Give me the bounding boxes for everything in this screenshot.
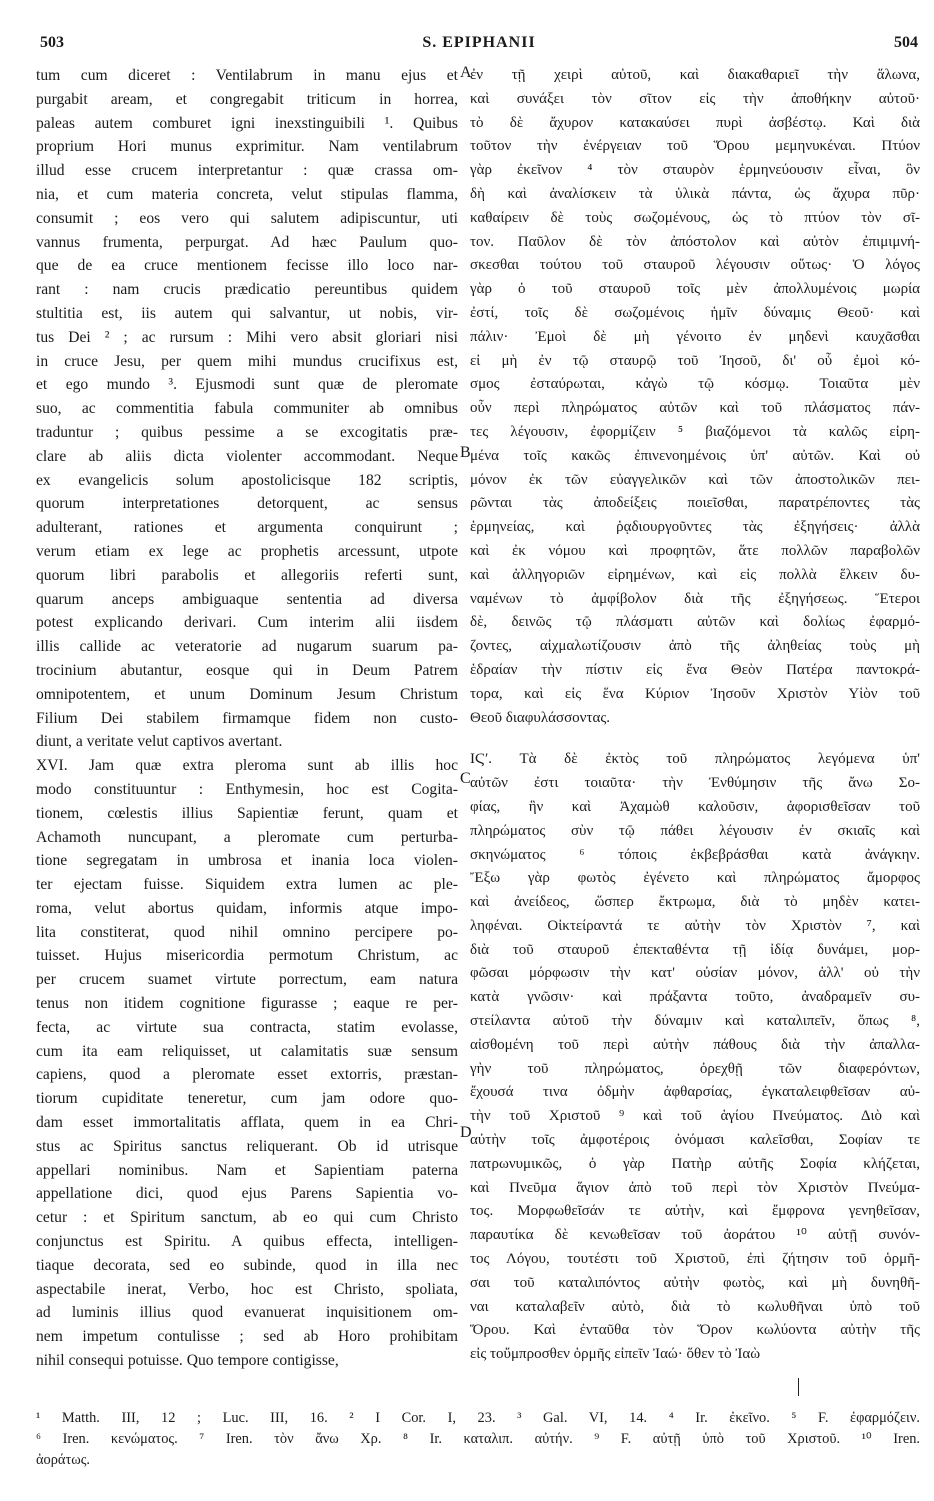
text-line: σαι τοῦ καταλιπόντος αὐτὴν φωτὸς, καὶ μὴ δυνηθῆ-: [470, 1274, 920, 1291]
text-line: διὰ τοῦ σταυροῦ ἐπεκταθέντα τῇ ἰδίᾳ δυνάμει, μορ-: [470, 941, 920, 958]
text-line: quorum interpretationes detorquent, ac sensus: [36, 495, 458, 513]
text-line: καὶ ἀνείδεος, ὥσπερ ἔκτρωμα, διὰ τὸ μηδὲν κατει-: [470, 894, 920, 911]
text-line: καὶ ἀλληγοριῶν εἰρημένων, καὶ εἰς πολλὰ ἕλκειν δυ-: [470, 566, 920, 583]
text-line: ναι καταλαβεῖν αὐτὸ, διὰ τὸ κωλυθῆναι ὑπὸ τοῦ: [470, 1298, 920, 1315]
text-line: ληφέναι. Οἰκτείραντά τε αὐτὴν τὸν Χριστὸν ⁷, καὶ: [470, 917, 920, 934]
text-line: ἐστί, τοῖς δὲ σωζομένοις ἡμῖν δύναμις Θεοῦ· καὶ: [470, 304, 920, 321]
text-line: trocinium abutantur, eosque qui in Deum Patrem: [36, 661, 458, 679]
text-line: illis callide ac veteratorie ad nugarum suarum pa-: [36, 638, 458, 656]
text-line: appellari nominibus. Nam et Sapientiam paterna: [36, 1161, 458, 1179]
text-line: appellatione dici, quod ejus Parens Sapientia vo-: [36, 1185, 458, 1203]
text-line: fecta, ac virtute sua contracta, statim evolasse,: [36, 1018, 458, 1036]
text-line: ἑρμηνείας, καὶ ῥᾳδιουργοῦντες τὰς ἐξηγήσεις· ἀλλὰ: [470, 519, 920, 536]
text-line: τοῦτον τὴν ἐνέργειαν τοῦ Ὅρου μεμηνυκέναι. Πτύον: [470, 138, 920, 155]
text-line: εἰ μὴ ἐν τῷ σταυρῷ τοῦ Ἰησοῦ, δι' οὗ ἐμοὶ κό-: [470, 352, 920, 369]
text-line: τες λέγουσιν, ἐφορμίζειν ⁵ βιαζόμενοι τὰ καλῶς εἰρη-: [470, 423, 920, 440]
text-line: εἰς τοὔμπροσθεν ὁρμῆς εἰπεῖν Ἰαώ· ὅθεν τὸ Ἰαὼ: [470, 1346, 761, 1363]
text-line: Ὅρου. Καὶ ἐνταῦθα τὸν Ὅρον κωλύοντα αὐτὴν τῆς: [470, 1322, 920, 1339]
text-line: τος Λόγου, τουτέστι τοῦ Χριστοῦ, ἐπὶ ζήτησιν τοῦ ὁρμῆ-: [470, 1251, 920, 1268]
text-line: οὖν περὶ πληρώματος αὐτῶν καὶ τοῦ πλάσματος πάν-: [470, 400, 920, 417]
text-line: τον. Παῦλον δὲ τὸν ἀπόστολον καὶ αὐτὸν ἐπιμιμνή-: [470, 233, 920, 250]
page-header: [40, 34, 918, 56]
text-line: aspectabile inerat, Verbo, hoc est Christo, spoliata,: [36, 1280, 458, 1298]
text-line: σμος ἐσταύρωται, κἀγὼ τῷ κόσμῳ. Τοιαῦτα μὲν: [470, 376, 920, 393]
text-line: κατὰ γνῶσιν· καὶ πράξαντα τοῦτο, ἀναδραμεῖν συ-: [470, 989, 920, 1006]
text-line: αὐτὴν τοῖς ἀμφοτέροις ὀνόμασι καλεῖσθαι, Σοφίαν τε: [470, 1132, 920, 1149]
text-line: clare ab aliis dicta violenter accommodant. Neque: [36, 447, 458, 465]
greek-section-16: [470, 748, 920, 1367]
text-line: μένα τοῖς κακῶς ἐπινενοημένοις ὑπ' αὐτῶν. Καὶ οὐ: [470, 447, 920, 464]
text-line: σκηνώματος ⁶ τόποις ἐκβεβράσθαι κατὰ ἀνάγκην.: [470, 846, 920, 863]
margin-marker-c: C: [460, 770, 471, 787]
text-line: ΙϚʹ. Τὰ δὲ ἐκτὸς τοῦ πληρώματος λεγόμενα ὑπ': [470, 751, 920, 768]
text-line: αὐτῶν ἐστι τοιαῦτα· τὴν Ἐνθύμησιν τῆς ἄνω Σο-: [470, 775, 920, 792]
text-line: καθαίρειν δὲ τοὺς σωζομένους, ὡς τὸ πτύον τὸν σῖ-: [470, 209, 920, 226]
text-line: verum etiam ex lege ac prophetis arcessunt, utpote: [36, 542, 458, 560]
text-line: ex evangelicis solum apostolicisque 182 scriptis,: [36, 471, 458, 489]
text-line: tenus non itidem cognitione figurasse ; eaque re per-: [36, 995, 458, 1013]
margin-marker-d: D: [460, 1124, 472, 1141]
text-line: Filium Dei stabilem firmamque fidem non custo-: [36, 709, 458, 727]
text-line: consumit ; eos vero qui salutem adipiscuntur, uti: [36, 209, 458, 227]
text-line: δὲ, δεινῶς τῷ πλάσματι αὐτῶν καὶ δολίως ἐφαρμό-: [470, 614, 920, 631]
text-line: ἔχουσά τινα ὀδμὴν ἀφθαρσίας, ἐγκαταλειφθεῖσαν αὐ-: [470, 1084, 920, 1101]
text-line: traduntur ; quibus pessime a se excogitatis præ-: [36, 423, 458, 441]
text-line: ναμένων τὸ ἀμφίβολον διὰ τῆς ἐξηγήσεως. Ἕτεροι: [470, 590, 920, 607]
text-line: φῶσαι μόρφωσιν τὴν κατ' οὐσίαν μόνον, ἀλλ' οὐ τὴν: [470, 965, 920, 982]
column-end-mark: [798, 1378, 799, 1396]
running-title: S. EPIPHANII: [422, 34, 536, 51]
footnotes: [36, 1408, 920, 1471]
text-line: τος. Μορφωθεῖσάν τε αὐτὴν, καὶ ἔμφρονα γενηθεῖσαν,: [470, 1203, 920, 1220]
text-line: καὶ ἐκ νόμου καὶ προφητῶν, ἅτε πολλῶν παραβολῶν: [470, 542, 920, 559]
text-line: φίας, ἣν καὶ Ἀχαμὼθ καλοῦσιν, ἀφορισθεῖσαν τοῦ: [470, 798, 920, 815]
text-line: στείλαντα αὐτοῦ τὴν δύναμιν καὶ καταλιπεῖν, ὅπως ⁸,: [470, 1013, 920, 1030]
text-line: tum cum diceret : Ventilabrum in manu ejus et: [36, 67, 458, 84]
text-line: per crucem suamet virtute porrectum, eam natura: [36, 971, 458, 989]
margin-marker-a: A: [460, 64, 472, 81]
text-line: nihil consequi potuisse. Quo tempore contigisse,: [36, 1352, 339, 1370]
text-line: purgabit aream, et congregabit triticum in horrea,: [36, 90, 458, 108]
text-line: γὰρ ἐκεῖνον ⁴ τὸν σταυρὸν ἑρμηνεύουσιν εἶναι, ὃν: [470, 162, 920, 179]
text-line: diunt, a veritate velut captivos avertant.: [36, 733, 283, 751]
text-line: ζοντες, αἰχμαλωτίζουσιν ἀπὸ τῆς ἀληθείας τοὺς μὴ: [470, 638, 920, 655]
text-line: vannus frumenta, perpurgat. Ad hæc Paulum quo-: [36, 233, 458, 251]
text-line: tione segregatam in umbrosa et inania loca violen-: [36, 852, 458, 870]
text-line: ἑδραίαν τὴν πίστιν εἰς ἕνα Θεὸν Πατέρα παντοκρά-: [470, 661, 920, 678]
text-line: Θεοῦ διαφυλάσσοντας.: [470, 709, 611, 726]
text-line: XVI. Jam quæ extra pleroma sunt ab illis hoc: [36, 757, 458, 775]
footnote-line: ⁶ Iren. κενώματος. ⁷ Iren. τὸν ἄνω Χρ. ⁸ Ir. καταλιπ. αὐτήν. ⁹ F. αὐτῇ ὑπὸ τοῦ Χριστοῦ. ¹⁰ Iren.: [36, 1431, 920, 1447]
text-line: dam esset immortalitatis afflata, quem in ea Chri-: [36, 1114, 458, 1132]
text-line: σκεσθαι τούτου τοῦ σταυροῦ λέγουσιν οὕτως· Ὁ λόγος: [470, 257, 920, 274]
text-line: τὴν τοῦ Χριστοῦ ⁹ καὶ τοῦ ἁγίου Πνεύματος. Διὸ καὶ: [470, 1108, 920, 1125]
text-line: illud esse crucem interpretantur : quæ crassa om-: [36, 162, 458, 180]
text-line: que de ea cruce mentionem fecisse illo loco nar-: [36, 257, 458, 275]
text-line: cetur : et Spiritum sanctum, ab eo qui cum Christo: [36, 1209, 458, 1227]
text-line: conjunctus est Spiritu. A quibus effecta, intelligen-: [36, 1233, 458, 1251]
text-line: γὴν τοῦ πληρώματος, ὀρεχθῇ τῶν διαφερόντων,: [470, 1060, 920, 1077]
text-line: suo, ac commentitia fabula communiter ab omnibus: [36, 400, 458, 418]
text-line: πάλιν· Ἐμοὶ δὲ μὴ γένοιτο ἐν μηδενὶ καυχᾶσθαι: [470, 328, 920, 345]
text-line: rant : nam crucis prædicatio pereuntibus quidem: [36, 281, 458, 299]
text-line: adulterant, rationes et argumenta conquirunt ;: [36, 519, 458, 537]
text-line: ρῶνται τὰς ἀποδείξεις ποιεῖσθαι, παρατρέποντες τὰς: [470, 495, 920, 512]
text-line: stultitia est, iis autem qui salvantur, ut nobis, vir-: [36, 304, 458, 322]
text-line: γὰρ ὁ τοῦ σταυροῦ τοῖς μὲν ἀπολλυμένοις μωρία: [470, 281, 920, 298]
footnote-line: ¹ Matth. III, 12 ; Luc. III, 16. ² I Cor. I, 23. ³ Gal. VI, 14. ⁴ Ir. ἐκεῖνο. ⁵ F. ἐφαρμόζειν.: [36, 1410, 920, 1426]
text-line: lita constiterat, quod nihil omnino percipere po-: [36, 923, 458, 941]
text-line: tiaque decorata, sed eo subinde, quod in illa nec: [36, 1256, 458, 1274]
text-line: paleas autem comburet igni inexstinguibili ¹. Quibus: [36, 114, 458, 132]
footnote-line: ἀοράτως.: [36, 1452, 91, 1468]
text-line: tus Dei ² ; ac rursum : Mihi vero absit gloriari nisi: [36, 328, 458, 346]
page-number-left: 503: [40, 34, 64, 51]
text-line: πατρωνυμικῶς, ὁ γὰρ Πατὴρ αὐτῆς Σοφία κλήζεται,: [470, 1155, 920, 1172]
text-line: αἰσθομένη τοῦ περὶ αὐτὴν πάθους διὰ τὴν ἀπαλλα-: [470, 1036, 920, 1053]
text-line: Ἔξω γὰρ φωτὸς ἐγένετο καὶ πληρώματος ἄμορφος: [470, 870, 920, 887]
text-line: quarum anceps ambiguaque sententia ad diversa: [36, 590, 458, 608]
margin-marker-b: B: [460, 444, 471, 461]
text-line: δὴ καὶ ἀναλίσκειν τὰ ὑλικὰ πάντα, ὡς ἄχυρα πῦρ·: [470, 185, 920, 202]
text-line: in cruce Jesu, per quem mihi mundus crucifixus est,: [36, 352, 458, 370]
greek-section-15: [470, 64, 920, 730]
text-line: παραυτίκα δὲ κενωθεῖσαν τοῦ ἀοράτου ¹⁰ αὐτῇ συνόν-: [470, 1227, 920, 1244]
text-line: πληρώματος σὺν τῷ πάθει λέγουσιν ἐν σκιαῖς καὶ: [470, 822, 920, 839]
text-line: stus ac Spiritus sanctus reliquerant. Ob id utrisque: [36, 1137, 458, 1155]
text-line: nem impetum contulisse ; sed ab Horo prohibitam: [36, 1328, 458, 1346]
text-line: quorum libri parabolis et allegoriis referti sunt,: [36, 566, 458, 584]
text-line: modo constituuntur : Enthymesin, hoc est Cogita-: [36, 780, 458, 798]
text-line: tionem, cœlestis illius Sapientiæ ferunt, quam et: [36, 804, 458, 822]
text-line: καὶ συνάξει τὸν σῖτον εἰς τὴν ἀποθήκην αὐτοῦ·: [470, 90, 920, 107]
text-line: ad luminis illius quod evanuerat inquisitionem om-: [36, 1304, 458, 1322]
text-line: proprium Hori munus exprimitur. Nam ventilabrum: [36, 138, 458, 156]
text-line: omnipotentem, et unum Dominum Jesum Christum: [36, 685, 458, 703]
text-line: τορα, καὶ εἰς ἕνα Κύριον Ἰησοῦν Χριστὸν Υἱὸν τοῦ: [470, 685, 920, 702]
text-line: nia, et cum materia concreta, velut stipulas flamma,: [36, 185, 458, 203]
page-number-right: 504: [894, 34, 918, 51]
text-line: μόνον ἐκ τῶν εὐαγγελικῶν καὶ τῶν ἀποστολικῶν πει-: [470, 471, 920, 488]
text-line: καὶ Πνεῦμα ἅγιον ἀπὸ τοῦ περὶ τὸν Χριστὸν Πνεύμα-: [470, 1179, 920, 1196]
text-line: potest explicando derivari. Cum interim alii iisdem: [36, 614, 458, 632]
text-line: Achamoth nuncupant, a pleromate cum perturba-: [36, 828, 458, 846]
text-line: ἐν τῇ χειρὶ αὐτοῦ, καὶ διακαθαριεῖ τὴν ἅλωνα,: [470, 67, 920, 83]
text-line: ter ejectam fuisse. Siquidem extra lumen ac ple-: [36, 876, 458, 894]
greek-column: [470, 64, 920, 1367]
text-line: τὸ δὲ ἄχυρον κατακαύσει πυρὶ ἀσβέστῳ. Καὶ διὰ: [470, 114, 920, 131]
text-line: cum ita eam reliquisset, ut calamitatis suæ sensum: [36, 1042, 458, 1060]
text-line: capiens, quod a pleromate esset extorris, præstan-: [36, 1066, 458, 1084]
text-line: et ego mundo ³. Ejusmodi sunt quæ de pleromate: [36, 376, 458, 394]
text-line: tiorum cupiditate teneretur, cum jam odore quo-: [36, 1090, 458, 1108]
text-line: roma, velut abortus quidam, informis atque impo-: [36, 899, 458, 917]
text-line: tuisset. Hujus misericordia permotum Christum, ac: [36, 947, 458, 965]
latin-column: [36, 64, 458, 1373]
